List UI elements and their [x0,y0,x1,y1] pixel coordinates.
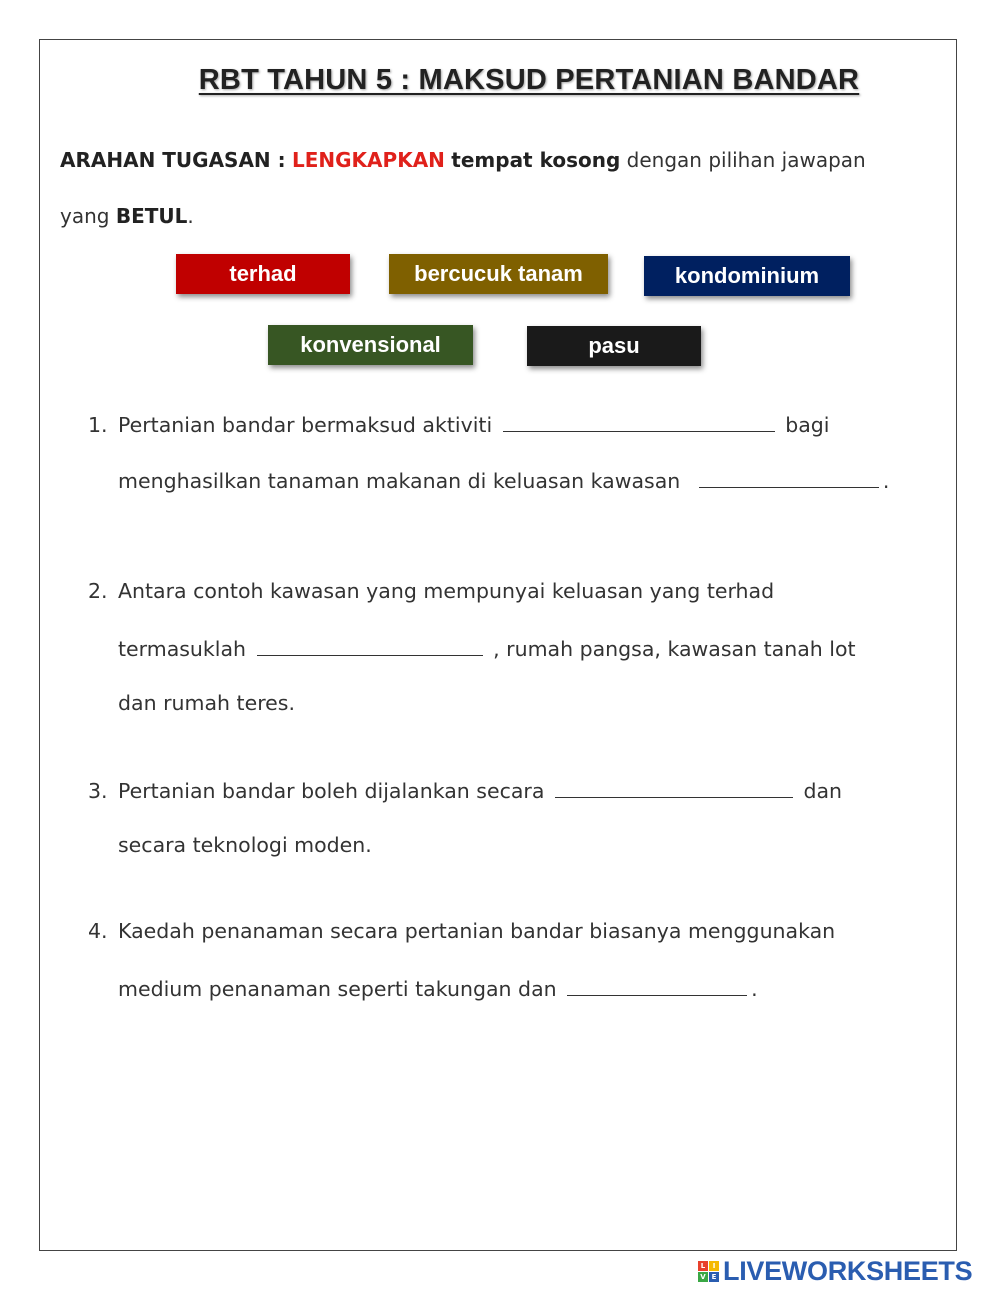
instruction-bold-phrase: tempat kosong [451,148,621,172]
question-number: 2. [88,579,108,603]
instruction-line-2 [60,204,194,228]
choice-chip-pasu[interactable]: pasu [527,326,701,366]
instruction-label: ARAHAN TUGASAN : [60,148,286,172]
brand-name: LIVEWORKSHEETS [723,1255,973,1286]
question-text: Pertanian bandar bermaksud aktiviti [118,413,493,437]
question-text: . [751,977,758,1001]
page-title: RBT TAHUN 5 : MAKSUD PERTANIAN BANDAR [198,64,860,96]
question-text: dan [803,779,843,803]
logo-letter-i: I [709,1261,719,1271]
instruction-text: dengan pilihan jawapan [626,148,866,172]
answer-blank-3[interactable] [555,777,793,798]
question-2 [88,579,774,603]
question-4-line-2 [118,975,758,1001]
question-3-line-2 [118,833,372,857]
question-number: 4. [88,919,108,943]
question-text: , rumah pangsa, kawasan tanah lot [493,637,856,661]
question-text: Kaedah penanaman secara pertanian bandar biasanya menggunakan [118,919,836,943]
logo-letter-e: E [709,1272,719,1282]
question-1-line-2 [118,467,889,493]
choice-chip-terhad[interactable]: terhad [176,254,350,294]
question-text: menghasilkan tanaman makanan di keluasan kawasan [118,469,681,493]
question-text: Pertanian bandar boleh dijalankan secara [118,779,545,803]
question-text: . [882,469,890,493]
answer-blank-4[interactable] [567,975,747,996]
question-number: 1. [88,413,108,437]
choice-chip-konvensional[interactable]: konvensional [268,325,473,365]
liveworksheets-brand [698,1256,972,1286]
question-text: dan rumah teres. [118,691,295,715]
question-text: bagi [785,413,830,437]
question-4 [88,919,835,943]
choice-chip-bercucuk-tanam[interactable]: bercucuk tanam [389,254,608,294]
instruction-emphasis: BETUL [115,204,188,228]
instruction-text-2: yang [60,204,110,228]
question-2-line-3 [118,691,295,715]
question-text: secara teknologi moden. [118,833,372,857]
logo-letter-v: V [698,1272,708,1282]
question-text: medium penanaman seperti takungan dan [118,977,557,1001]
answer-blank-2[interactable] [257,635,483,656]
question-text: Antara contoh kawasan yang mempunyai keluasan yang terhad [118,579,775,603]
question-1 [88,411,830,437]
instruction-line-1 [60,148,866,172]
answer-blank-1b[interactable] [699,467,879,488]
question-3 [88,777,842,803]
choice-chip-kondominium[interactable]: kondominium [644,256,850,296]
instruction-action: LENGKAPKAN [292,148,445,172]
logo-letter-l: L [698,1261,708,1271]
answer-blank-1a[interactable] [503,411,775,432]
question-text: termasuklah [118,637,247,661]
instruction-end: . [187,204,194,228]
question-number: 3. [88,779,108,803]
liveworksheets-logo-icon [698,1261,719,1282]
question-2-line-2 [118,635,856,661]
